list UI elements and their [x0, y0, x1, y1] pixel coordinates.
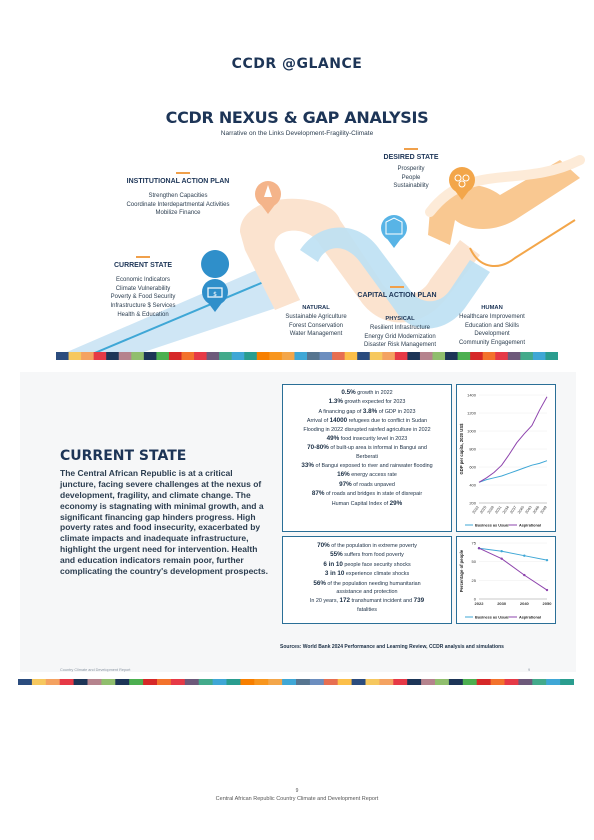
- stripe-segment: [257, 352, 270, 360]
- x-tick-label: 2022: [474, 601, 484, 606]
- stripe-segment: [244, 352, 257, 360]
- stat-line: 56% of the population needing humanitarian: [313, 579, 421, 587]
- stat-line: 70% of the population in extreme poverty: [317, 542, 417, 549]
- stripe-segment: [545, 352, 558, 360]
- stripe-segment: [32, 679, 46, 685]
- x-tick-label: 2022: [471, 505, 480, 515]
- stripe-segment: [131, 352, 144, 360]
- gdp-per-capita-chart: [457, 385, 554, 530]
- stripe-segment: [310, 679, 324, 685]
- stripe-segment: [227, 679, 241, 685]
- nexus-title: CCDR NEXUS & GAP ANALYSIS: [165, 108, 429, 127]
- stripe-segment: [307, 352, 320, 360]
- stripe-segment: [366, 679, 380, 685]
- stripe-segment: [560, 679, 574, 685]
- gdp-chart-box: [456, 384, 556, 532]
- report-title: Central African Republic Country Climate and Development Report: [215, 796, 379, 802]
- stripe-segment: [345, 352, 358, 360]
- page-number: 9: [295, 788, 299, 794]
- institutional-head: INSTITUTIONAL ACTION PLAN: [126, 178, 230, 185]
- human-list: Healthcare Improvement Education and Skills Development Community Engagement: [458, 314, 526, 347]
- stripe-segment: [407, 679, 421, 685]
- stripe-segment: [458, 352, 471, 360]
- stat-line: Flooding in 2022 disrupted rainfed agriculture in 2022: [303, 426, 431, 433]
- stripe-segment: [463, 679, 477, 685]
- stripe-segment: [445, 352, 458, 360]
- stripe-segment: [115, 679, 129, 685]
- stripe-segment: [420, 352, 433, 360]
- x-tick-label: 2030: [497, 601, 507, 606]
- stat-line: A financing gap of 3.8% of GDP in 2023: [318, 407, 416, 415]
- stat-line: In 20 years, 172 transhumant incident and 739: [309, 597, 425, 605]
- institutional-list: Strengthen Capacities Coordinate Interdepartmental Activities Mobilize Finance: [126, 193, 230, 217]
- stat-line: assistance and protection: [336, 589, 398, 596]
- svg-text:$: $: [213, 291, 217, 298]
- footer-left: Country Climate and Development Report: [60, 668, 131, 672]
- stripe-segment: [495, 352, 508, 360]
- stat-line: 16% energy access rate: [337, 471, 397, 479]
- legend-label: Business as Usual: [475, 615, 509, 620]
- stripe-segment: [520, 352, 533, 360]
- data-point: [546, 559, 548, 561]
- stripe-segment: [69, 352, 82, 360]
- stripe-segment: [407, 352, 420, 360]
- y-tick-label: 400: [469, 482, 476, 488]
- desired-head: DESIRED STATE: [383, 154, 439, 161]
- stripe-segment: [144, 352, 157, 360]
- stripe-segment: [268, 679, 282, 685]
- data-point: [523, 574, 525, 576]
- stat-line: 49% food insecurity level in 2023: [326, 434, 408, 442]
- economy-stats-box: [282, 384, 452, 532]
- y-tick-label: 1200: [467, 410, 476, 416]
- stripe-segment: [194, 352, 207, 360]
- y-axis-label: Percentage of people: [459, 549, 464, 593]
- y-tick-label: 25: [471, 577, 476, 583]
- data-point: [500, 557, 502, 559]
- stripe-segment: [483, 352, 496, 360]
- stat-line: 33% of Bangui exposed to river and rainwater flooding: [301, 461, 433, 469]
- stripe-segment: [505, 679, 519, 685]
- sources-note: Sources: World Bank 2024 Performance and Learning Review, CCDR analysis and simulations: [280, 644, 504, 650]
- stat-line: Berberati: [356, 453, 378, 460]
- stripe-segment: [533, 352, 546, 360]
- data-point: [500, 550, 502, 552]
- glance-title: CCDR @GLANCE: [231, 56, 363, 72]
- stripe-segment: [171, 679, 185, 685]
- stripe-segment: [101, 679, 115, 685]
- stripe-segment: [332, 352, 345, 360]
- stripe-segment: [94, 352, 107, 360]
- series-line-aspirational: [479, 548, 547, 590]
- stripe-segment: [357, 352, 370, 360]
- data-point: [523, 554, 525, 556]
- y-tick-label: 0: [473, 596, 476, 602]
- x-tick-label: 2049: [539, 505, 548, 515]
- x-tick-label: 2040: [519, 601, 529, 606]
- x-tick-label: 2050: [542, 601, 552, 606]
- stripe-segment: [219, 352, 232, 360]
- stripe-segment: [518, 679, 532, 685]
- series-line-aspirational: [479, 397, 547, 483]
- x-tick-label: 2025: [479, 505, 488, 515]
- stripe-segment: [379, 679, 393, 685]
- desired-list: Prosperity People Sustainability: [393, 166, 429, 190]
- stripe-segment: [491, 679, 505, 685]
- series-line-business-as-usual: [479, 548, 547, 560]
- stat-line: 97% of roads unpaved: [339, 480, 395, 488]
- stripe-segment: [393, 679, 407, 685]
- physical-list: Resilient Infrastructure Energy Grid Modernization Disaster Risk Management: [363, 325, 437, 349]
- stripe-segment: [88, 679, 102, 685]
- capital-dash: [390, 286, 404, 288]
- stripe-segment: [282, 679, 296, 685]
- legend-label: Business as Usual: [475, 523, 509, 528]
- stripe-segment: [477, 679, 491, 685]
- x-tick-label: 2040: [517, 505, 526, 515]
- x-tick-label: 2034: [501, 505, 511, 515]
- x-tick-label: 2028: [486, 505, 495, 515]
- stripe-segment: [269, 352, 282, 360]
- stat-line: 3 in 10 experience climate shocks: [324, 570, 410, 578]
- series-line-business-as-usual: [479, 461, 547, 483]
- stripe-segment: [232, 352, 245, 360]
- stat-line: 87% of roads and bridges in state of disrepair: [311, 490, 423, 498]
- footer-right: 9: [528, 668, 531, 672]
- stat-line: 70-80% of built-up area is informal in Bangui and: [307, 444, 427, 452]
- institutional-dash: [176, 172, 190, 174]
- stripe-segment: [213, 679, 227, 685]
- capital-marker: [381, 215, 407, 248]
- stat-line: fatalities: [357, 606, 377, 613]
- stripe-segment: [81, 352, 94, 360]
- current-state-title: CURRENT STATE: [60, 448, 187, 464]
- y-tick-label: 50: [471, 559, 476, 565]
- color-stripe-top: [56, 352, 558, 360]
- current-head: CURRENT STATE: [113, 262, 173, 269]
- stripe-segment: [449, 679, 463, 685]
- stripe-segment: [433, 352, 446, 360]
- stat-line: Arrival of 14000 refugees due to conflict in Sudan: [306, 417, 428, 425]
- poverty-share-chart: [457, 537, 554, 622]
- legend-label: Aspirational: [519, 523, 541, 528]
- stripe-segment: [143, 679, 157, 685]
- stripe-segment: [546, 679, 560, 685]
- stripe-segment: [74, 679, 88, 685]
- poverty-chart-box: [456, 536, 556, 624]
- stat-line: 55% suffers from food poverty: [330, 551, 404, 559]
- y-axis-label: GDP per capita, 2020 US$: [459, 423, 464, 475]
- current-state-body: The Central African Republic is at a critical juncture, facing severe challenges at the nexus of development, fragility, and climate change. The economy is stagnating with minimal growth, and a significant financing gap hinders progress. High poverty rates and food insecurity, exacerbated by climate impacts and inadequate infrastructure, highlight the urgent need for intervention. Health and education indicators remain poor, further complicating the country's development prospects.: [60, 468, 268, 576]
- current-dash: [136, 256, 150, 258]
- stripe-segment: [282, 352, 295, 360]
- stripe-segment: [395, 352, 408, 360]
- stripe-segment: [532, 679, 546, 685]
- color-stripe-bottom: [18, 679, 574, 685]
- natural-list: Sustainable Agriculture Forest Conservation Water Management: [285, 314, 347, 338]
- stripe-segment: [320, 352, 333, 360]
- stripe-segment: [157, 679, 171, 685]
- nexus-subtitle: Narrative on the Links Development-Fragility-Climate: [220, 130, 374, 137]
- stripe-segment: [199, 679, 213, 685]
- stripe-segment: [56, 352, 69, 360]
- natural-head: NATURAL: [302, 305, 330, 311]
- stripe-segment: [435, 679, 449, 685]
- x-tick-label: 2046: [532, 505, 541, 515]
- y-tick-label: 1000: [467, 428, 476, 434]
- capital-head: CAPITAL ACTION PLAN: [357, 292, 437, 299]
- stripe-segment: [338, 679, 352, 685]
- stripe-segment: [169, 352, 182, 360]
- stripe-segment: [370, 352, 383, 360]
- data-point: [546, 589, 548, 591]
- current-list: Economic Indicators Climate Vulnerability Poverty & Food Security Infrastructure $ Services Health & Education: [110, 277, 176, 318]
- desired-dash: [404, 148, 418, 150]
- stripe-segment: [254, 679, 268, 685]
- stripe-segment: [46, 679, 60, 685]
- stripe-segment: [119, 352, 132, 360]
- stripe-segment: [182, 352, 195, 360]
- stripe-segment: [296, 679, 310, 685]
- stripe-segment: [156, 352, 169, 360]
- stripe-segment: [60, 679, 74, 685]
- stripe-segment: [207, 352, 220, 360]
- data-point: [478, 547, 480, 549]
- stat-line: 0.5% growth in 2022: [341, 389, 393, 396]
- y-tick-label: 75: [471, 540, 476, 546]
- stat-line: 1.3% growth expected for 2023: [328, 398, 406, 406]
- stripe-segment: [240, 679, 254, 685]
- stripe-segment: [106, 352, 119, 360]
- physical-head: PHYSICAL: [385, 316, 415, 322]
- x-tick-label: 2037: [509, 505, 518, 515]
- stat-line: Human Capital Index of 29%: [331, 499, 403, 507]
- x-tick-label: 2043: [524, 505, 533, 515]
- y-tick-label: 600: [469, 464, 476, 470]
- human-head: HUMAN: [481, 305, 503, 311]
- stripe-segment: [470, 352, 483, 360]
- stripe-segment: [185, 679, 199, 685]
- stripe-segment: [18, 679, 32, 685]
- stripe-segment: [324, 679, 338, 685]
- stripe-segment: [382, 352, 395, 360]
- y-tick-label: 800: [469, 446, 476, 452]
- stripe-segment: [508, 352, 521, 360]
- x-tick-label: 2031: [494, 505, 503, 515]
- y-tick-label: 1400: [467, 392, 476, 398]
- y-tick-label: 200: [469, 500, 476, 506]
- stripe-segment: [129, 679, 143, 685]
- social-stats-box: [282, 536, 452, 624]
- legend-label: Aspirational: [519, 615, 541, 620]
- stripe-segment: [352, 679, 366, 685]
- stat-line: 6 in 10 people face security shocks: [323, 560, 411, 568]
- stripe-segment: [294, 352, 307, 360]
- stripe-segment: [421, 679, 435, 685]
